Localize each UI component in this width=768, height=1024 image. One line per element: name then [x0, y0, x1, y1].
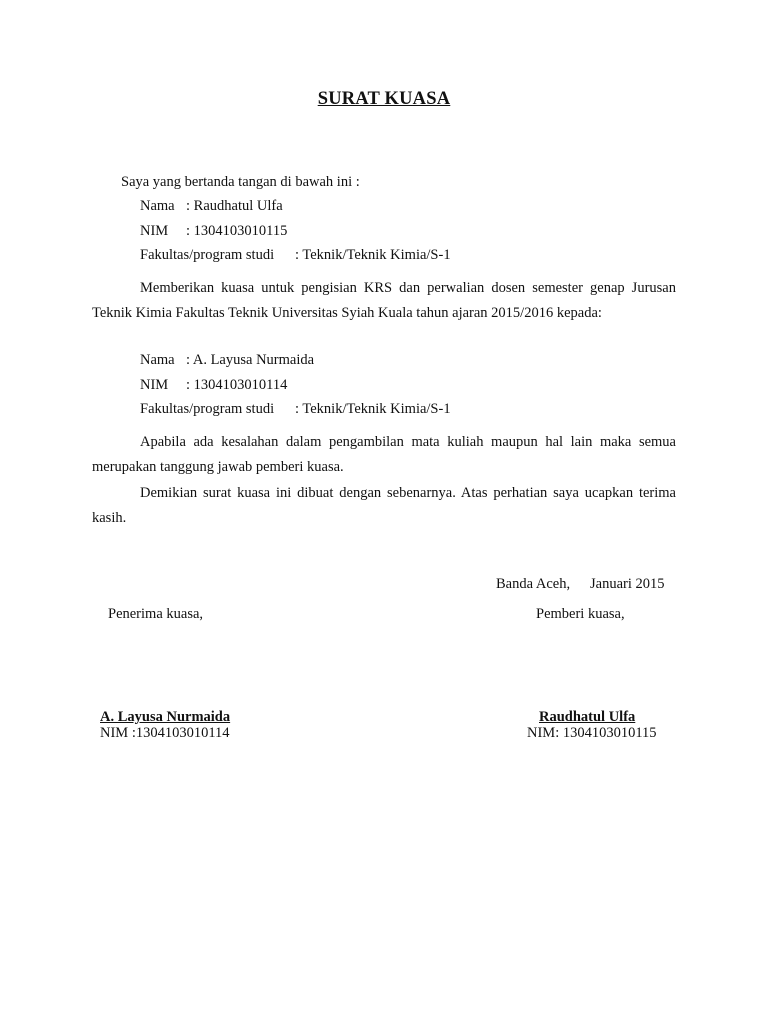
- grantor-nama-value: : Raudhatul Ulfa: [186, 198, 283, 214]
- intro-text: Saya yang bertanda tangan di bawah ini :: [121, 174, 360, 190]
- paragraph-responsibility: Apabila ada kesalahan dalam pengambilan mata kuliah maupun hal lain maka semua merupakan tanggung jawab pemberi kuasa.: [92, 434, 676, 475]
- document-title: SURAT KUASA: [317, 89, 451, 109]
- letter-place: Banda Aceh,: [496, 576, 571, 592]
- grantee-nim-label: NIM: [140, 377, 169, 393]
- grantee-nama-value: : A. Layusa Nurmaida: [186, 352, 315, 368]
- receiver-signature-name: A. Layusa Nurmaida: [100, 709, 231, 725]
- paragraph-authorization: Memberikan kuasa untuk pengisian KRS dan perwalian dosen semester genap Jurusan Teknik Kimia Fakultas Teknik Universitas Syiah Kuala tahun ajaran 2015/2016 kepada:: [92, 280, 676, 321]
- receiver-nim: NIM :1304103010114: [100, 725, 230, 741]
- grantee-fakultas-label: Fakultas/program studi: [140, 401, 275, 417]
- letter-date: Januari 2015: [590, 576, 665, 592]
- grantee-fakultas-value: : Teknik/Teknik Kimia/S-1: [295, 401, 451, 417]
- grantor-nim-label: NIM: [140, 223, 169, 239]
- giver-heading: Pemberi kuasa,: [536, 606, 625, 622]
- giver-nim: NIM: 1304103010115: [527, 725, 657, 741]
- grantor-nim-value: : 1304103010115: [186, 223, 288, 239]
- receiver-heading: Penerima kuasa,: [108, 606, 204, 622]
- grantee-nama-label: Nama: [140, 352, 175, 368]
- grantor-fakultas-label: Fakultas/program studi: [140, 247, 275, 263]
- paragraph-closing: Demikian surat kuasa ini dibuat dengan sebenarnya. Atas perhatian saya ucapkan terima kasih.: [92, 485, 676, 526]
- grantor-nama-label: Nama: [140, 198, 175, 214]
- grantor-fakultas-value: : Teknik/Teknik Kimia/S-1: [295, 247, 451, 263]
- grantee-nim-value: : 1304103010114: [186, 377, 288, 393]
- giver-signature-name: Raudhatul Ulfa: [539, 709, 636, 725]
